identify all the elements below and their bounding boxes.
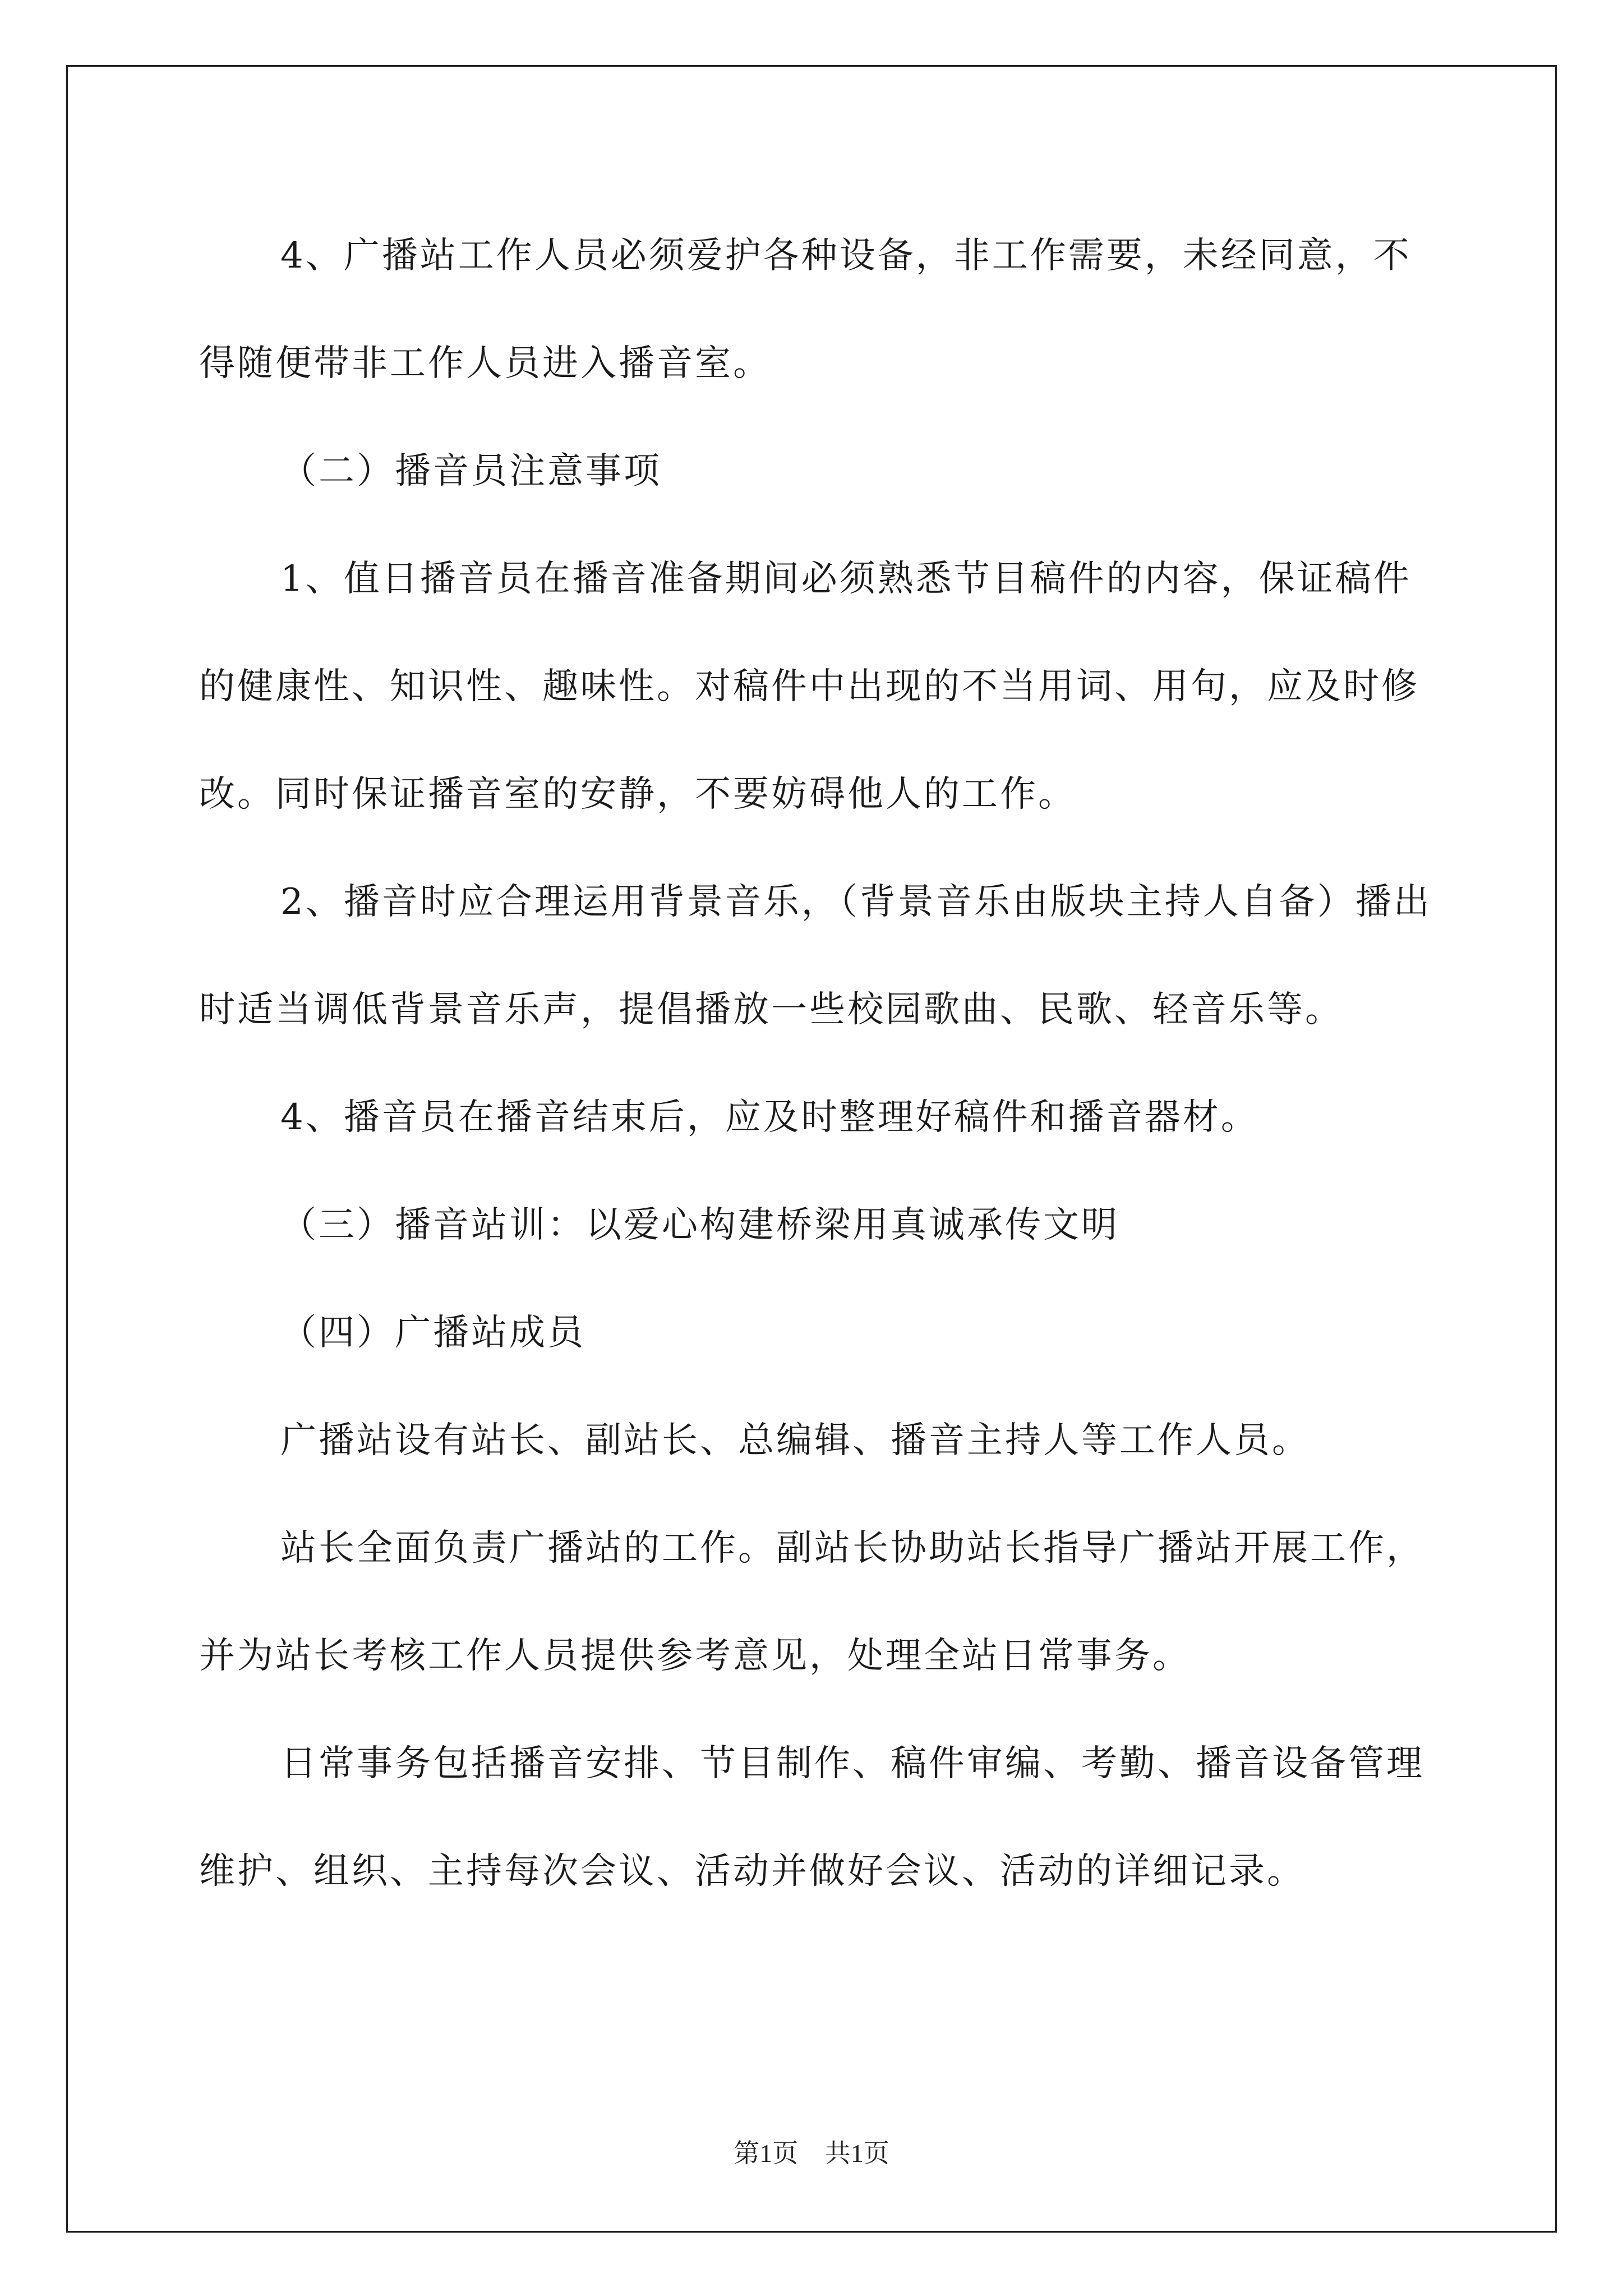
paragraph-members-roles: 广播站设有站长、副站长、总编辑、播音主持人等工作人员。 xyxy=(280,1420,1310,1461)
paragraph-announcer-item-1: 1、值日播音员在播音准备期间必须熟悉节目稿件的内容，保证稿件的健康性、知识性、趣味性。对稿件中出现的不当用词、用句，应及时修改。同时保证播音室的安静，不要妨碍他人的工作。 xyxy=(199,558,1419,815)
paragraph-rule-4: 4、广播站工作人员必须爱护各种设备，非工作需要，未经同意，不得随便带非工作人员进入播音室。 xyxy=(199,235,1412,384)
section-heading-announcer-notes: （二）播音员注意事项 xyxy=(280,450,662,492)
page-total: 共1页 xyxy=(824,2139,889,2168)
paragraph-station-head-duties: 站长全面负责广播站的工作。副站长协助站长指导广播站开展工作，并为站长考核工作人员提供参考意见，处理全站日常事务。 xyxy=(199,1527,1424,1677)
paragraph-announcer-item-2: 2、播音时应合理运用背景音乐，（背景音乐由版块主持人自备）播出时适当调低背景音乐声，提倡播放一些校园歌曲、民歌、轻音乐等。 xyxy=(199,881,1432,1030)
section-heading-members: （四）广播站成员 xyxy=(280,1312,585,1354)
paragraph-daily-affairs: 日常事务包括播音安排、节目制作、稿件审编、考勤、播音设备管理维护、组织、主持每次会议、活动并做好会议、活动的详细记录。 xyxy=(199,1743,1424,1892)
section-heading-station-motto: （三）播音站训：以爱心构建桥梁用真诚承传文明 xyxy=(280,1204,1119,1246)
document-body xyxy=(199,202,1433,1925)
page-number: 第1页 xyxy=(734,2139,799,2168)
page-footer xyxy=(0,2133,1623,2170)
paragraph-announcer-item-4: 4、播音员在播音结束后，应及时整理好稿件和播音器材。 xyxy=(280,1097,1259,1138)
